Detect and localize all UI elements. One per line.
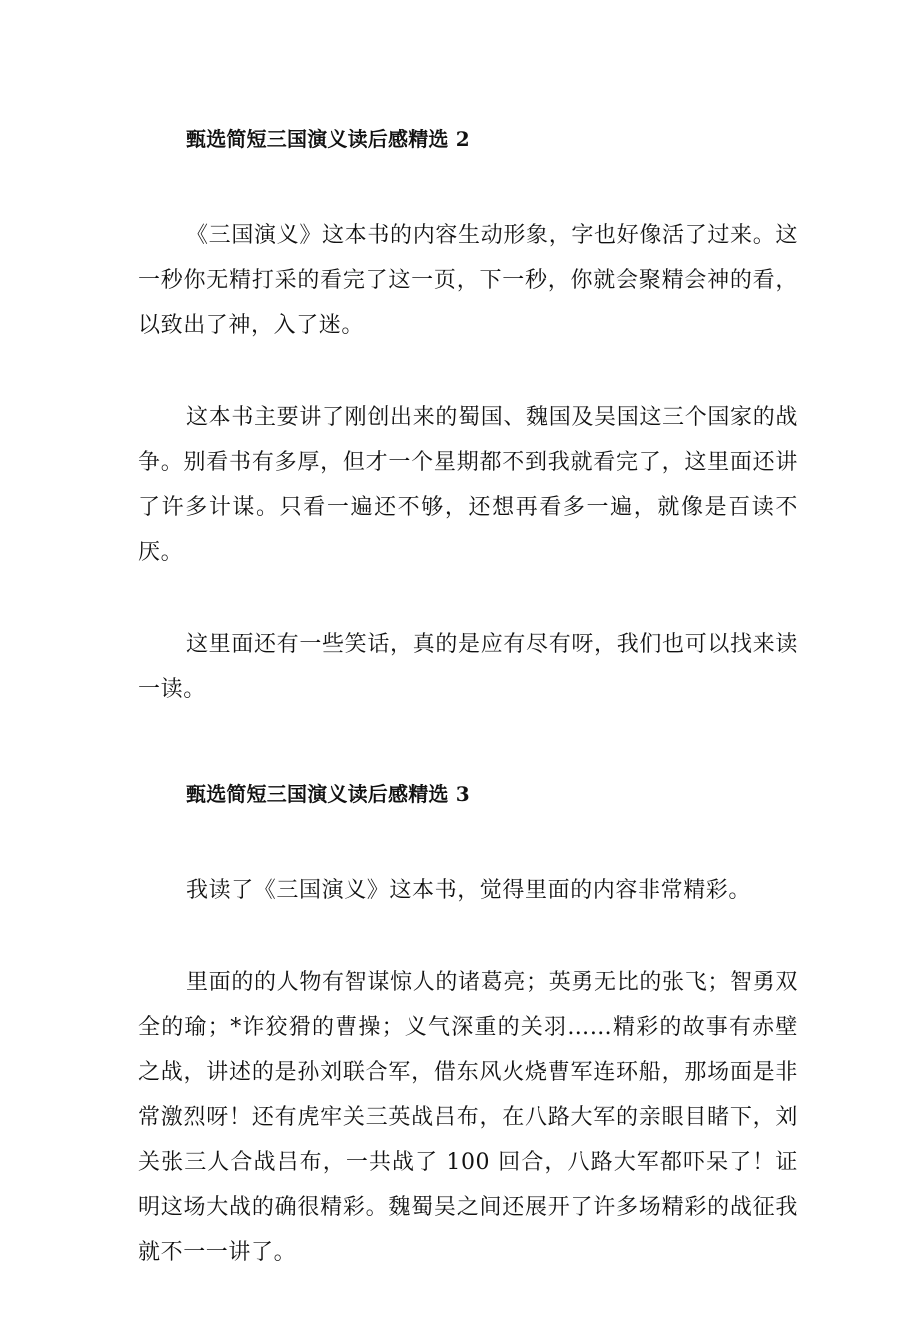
section-heading: 甄选简短三国演义读后感精选 2 [186, 127, 470, 151]
paragraph: 这里面还有一些笑话，真的是应有尽有呀，我们也可以找来读一读。 [138, 632, 798, 702]
paragraph: 我读了《三国演义》这本书，觉得里面的内容非常精彩。 [186, 878, 752, 903]
paragraph: 这本书主要讲了刚创出来的蜀国、魏国及吴国这三个国家的战争。别看书有多厚，但才一个星期都不到我就看完了，这里面还讲了许多计谋。只看一遍还不够，还想再看多一遍，就像是百读不厌。 [138, 405, 798, 565]
document-body [138, 112, 798, 1322]
section-heading: 甄选简短三国演义读后感精选 3 [186, 782, 470, 806]
paragraph: 里面的的人物有智谋惊人的诸葛亮；英勇无比的张飞；智勇双全的瑜；*诈狡猾的曹操；义气深重的关羽……精彩的故事有赤壁之战，讲述的是孙刘联合军，借东风火烧曹军连环船，那场面是非常激烈呀！还有虎牢关三英战吕布，在八路大军的亲眼目睹下，刘关张三人合战吕布，一共战了 100 回合，八路大军都吓呆了！证明这场大战的确很精彩。魏蜀吴之间还展开了许多场精彩的战征我就不一一讲了。 [138, 970, 798, 1265]
paragraph: 《三国演义》这本书的内容生动形象，字也好像活了过来。这一秒你无精打采的看完了这一页，下一秒，你就会聚精会神的看，以致出了神，入了迷。 [138, 223, 798, 338]
